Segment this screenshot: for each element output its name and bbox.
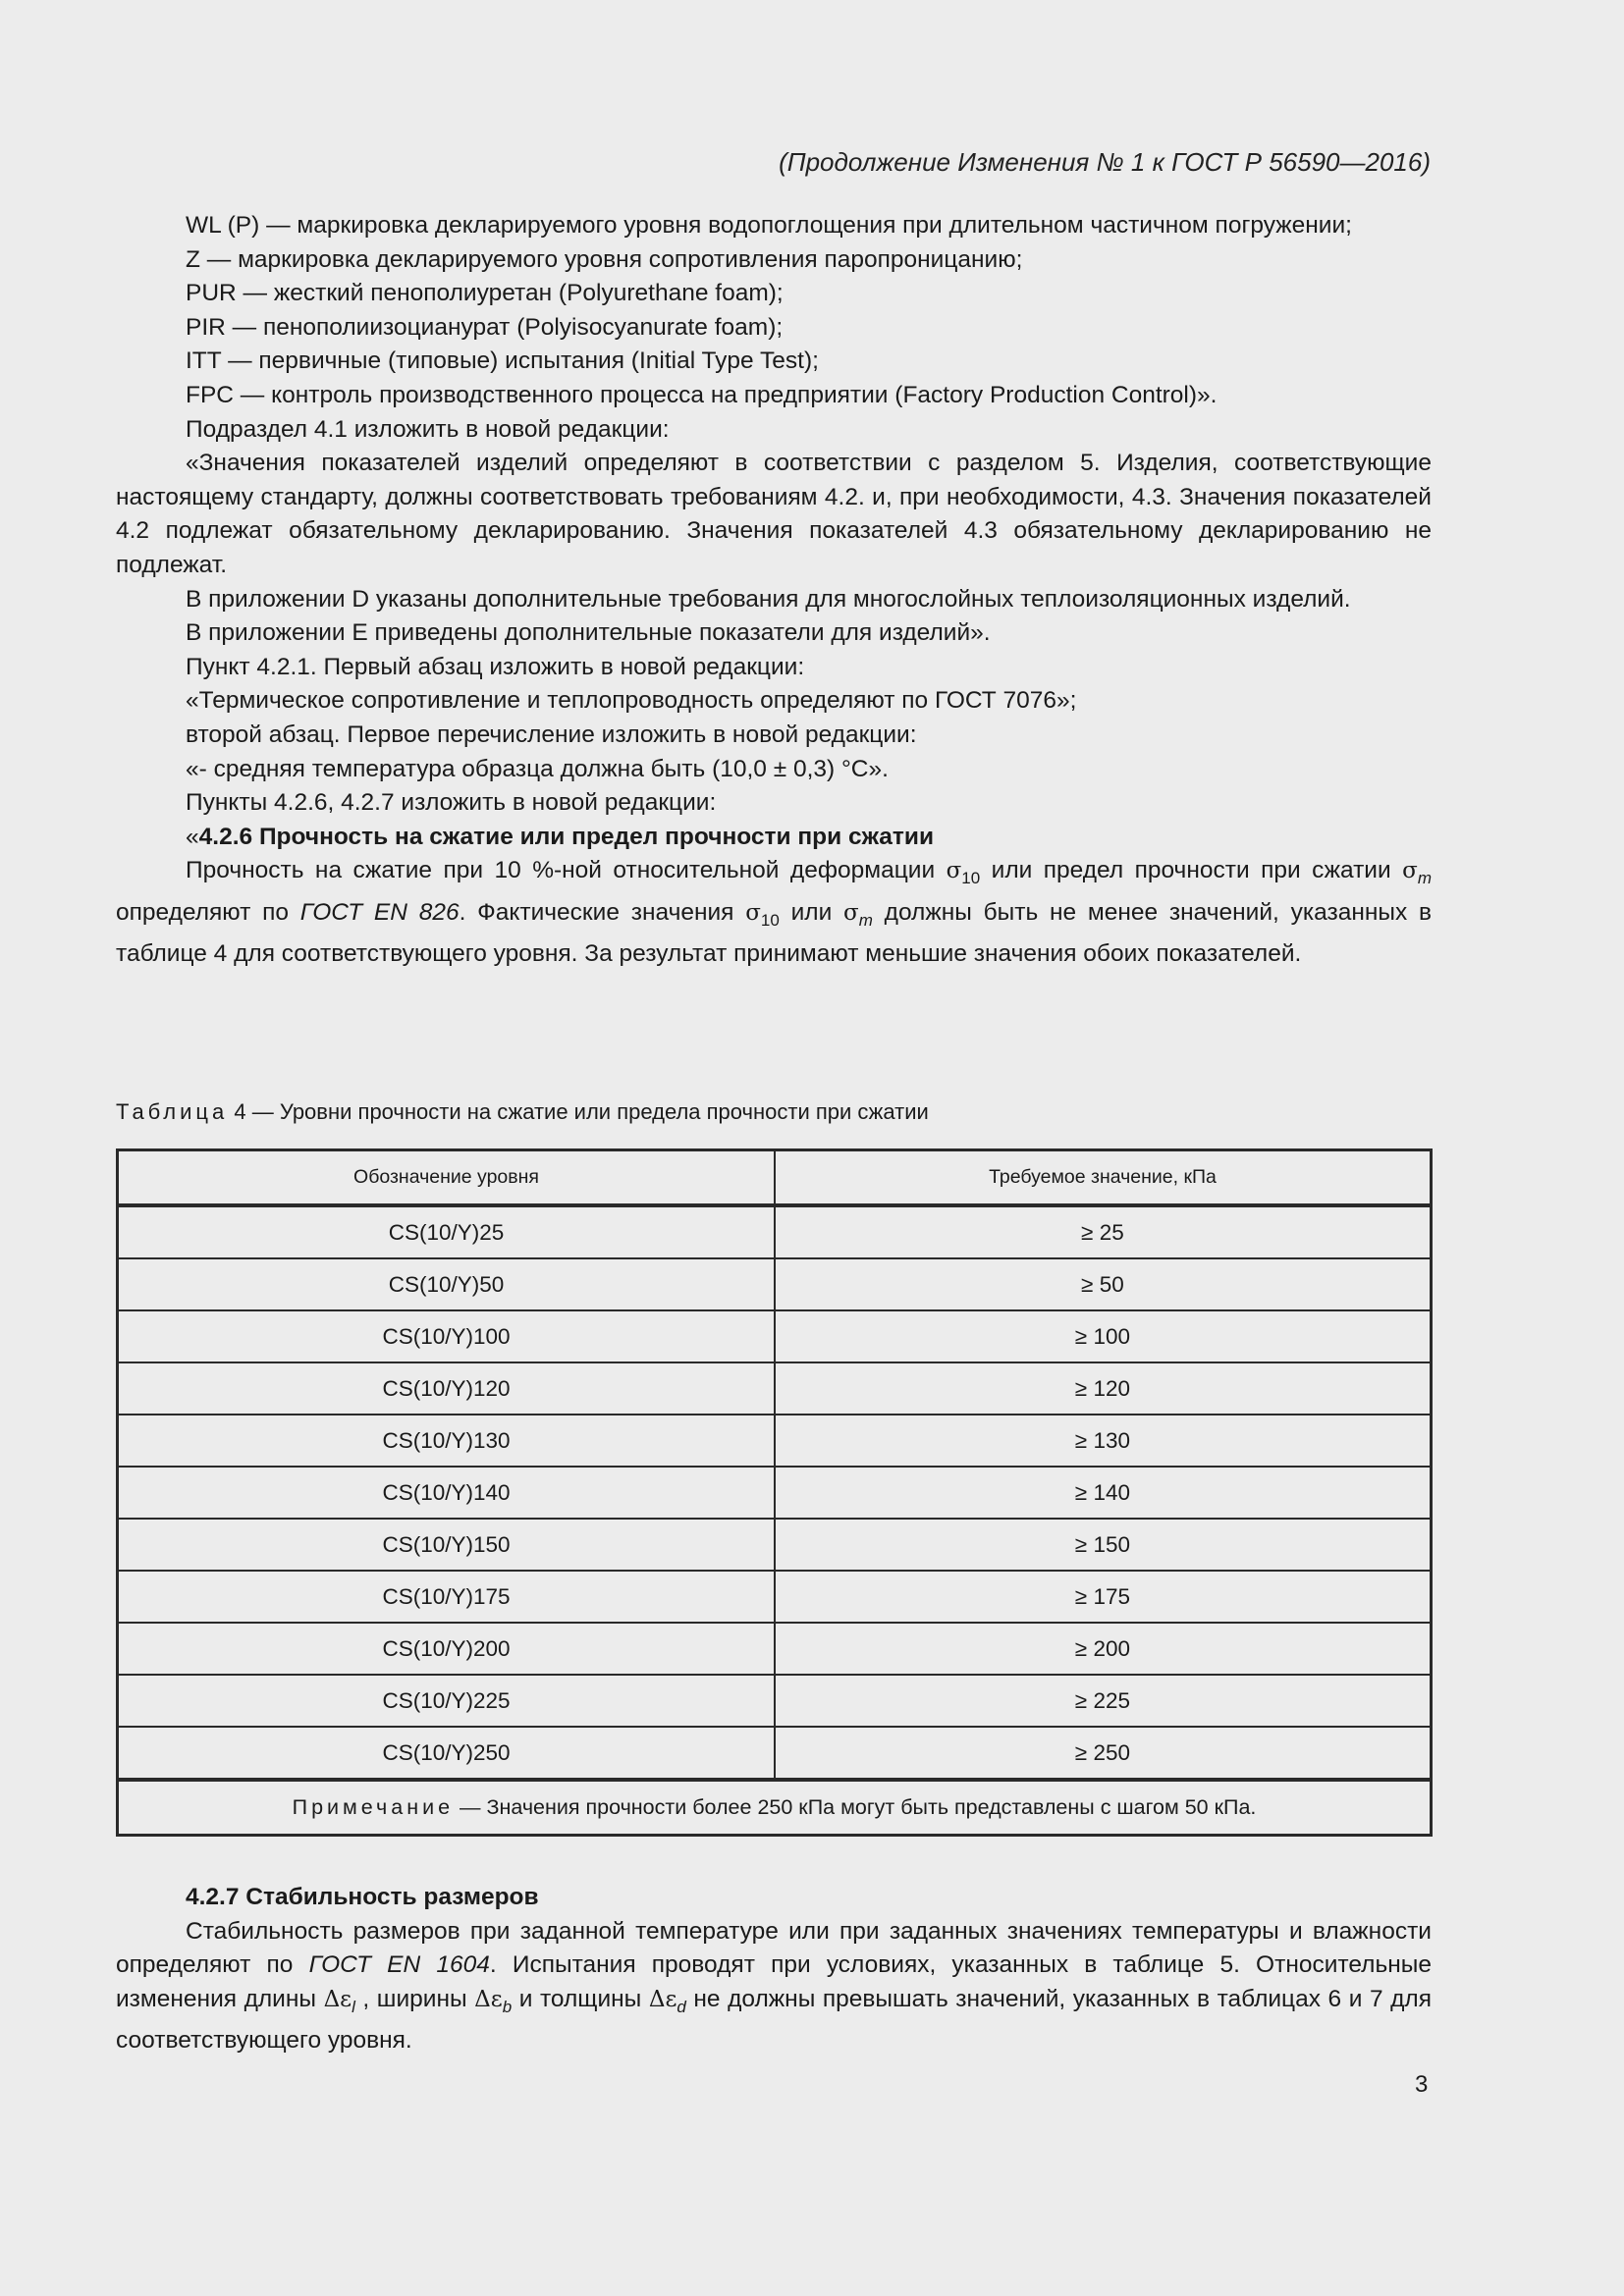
cell-level: CS(10/Y)140: [118, 1467, 776, 1519]
cell-value: ≥ 130: [775, 1415, 1432, 1467]
heading-4-2-7: 4.2.7 Стабильность размеров: [186, 1884, 539, 1910]
paragraph-thermal: «Термическое сопротивление и теплопроводность определяют по ГОСТ 7076»;: [186, 687, 1077, 715]
cell-value: ≥ 140: [775, 1467, 1432, 1519]
table-note-row: [118, 1780, 1432, 1836]
main-text: [116, 209, 1432, 972]
running-header: (Продолжение Изменения № 1 к ГОСТ Р 56590—2016): [779, 147, 1431, 177]
cell-level: CS(10/Y)100: [118, 1310, 776, 1362]
paragraph-annex-d: В приложении D указаны дополнительные требования для многослойных теплоизоляционных изделий.: [186, 585, 1351, 613]
table-row: [118, 1467, 1432, 1519]
section-4-2-7: [116, 1881, 1432, 2058]
cell-level: CS(10/Y)175: [118, 1571, 776, 1623]
table-caption: Таблица 4 — Уровни прочности на сжатие или предела прочности при сжатии: [116, 1099, 929, 1124]
paragraph-itt: ITT — первичные (типовые) испытания (Initial Type Test);: [186, 347, 819, 375]
column-header-value: Требуемое значение, кПа: [775, 1150, 1432, 1206]
cell-level: CS(10/Y)200: [118, 1623, 776, 1675]
cell-value: ≥ 150: [775, 1519, 1432, 1571]
paragraph-values: «Значения показателей изделий определяют в соответствии с разделом 5. Изделия, соответствующие настоящему стандарту, должны соответствовать требованиям 4.2. и, при необходимости, 4.3. Значения показателей 4.2 подлежат обязательному декларированию. Значения показателей 4.3 обязательному декларированию не подлежат.: [116, 450, 1432, 578]
cell-value: ≥ 100: [775, 1310, 1432, 1362]
cell-value: ≥ 250: [775, 1727, 1432, 1780]
cell-value: ≥ 200: [775, 1623, 1432, 1675]
cell-level: CS(10/Y)120: [118, 1362, 776, 1415]
paragraph-pur: PUR — жесткий пенополиуретан (Polyurethane foam);: [186, 280, 784, 307]
paragraph-wl: WL (P) — маркировка декларируемого уровня водопоглощения при длительном частичном погружении;: [186, 212, 1352, 239]
cell-value: ≥ 25: [775, 1205, 1432, 1258]
cell-value: ≥ 50: [775, 1258, 1432, 1310]
table-row: [118, 1415, 1432, 1467]
table-row: [118, 1571, 1432, 1623]
column-header-level: Обозначение уровня: [118, 1150, 776, 1206]
cell-level: CS(10/Y)130: [118, 1415, 776, 1467]
cell-level: CS(10/Y)150: [118, 1519, 776, 1571]
table-note: Примечание — Значения прочности более 250 кПа могут быть представлены с шагом 50 кПа.: [118, 1780, 1432, 1836]
paragraph-fpc: FPC — контроль производственного процесса на предприятии (Factory Production Control)».: [186, 381, 1218, 408]
cell-level: CS(10/Y)50: [118, 1258, 776, 1310]
paragraph-annex-e: В приложении E приведены дополнительные показатели для изделий».: [186, 619, 991, 647]
table-row: [118, 1727, 1432, 1780]
cell-value: ≥ 225: [775, 1675, 1432, 1727]
table-row: [118, 1362, 1432, 1415]
table-row: [118, 1675, 1432, 1727]
paragraph-items-4-2-6: Пункты 4.2.6, 4.2.7 изложить в новой редакции:: [186, 789, 717, 817]
paragraph-compressive: Прочность на сжатие при 10 %-ной относительной деформации $\sigma_{10}$ или предел прочности при сжатии $\sigma_m$ определяют по ГОСТ EN 826. Фактические значения $\sigma_{10}$ или $\sigma_m$ должны быть не менее значений, указанных в таблице 4 для соответствующего уровня. За результат принимают меньшие значения обоих показателей.: [116, 857, 1433, 968]
paragraph-pir: PIR — пенополиизоцианурат (Polyisocyanurate foam);: [186, 313, 784, 341]
page-number: 3: [1415, 2071, 1429, 2098]
table-row: [118, 1258, 1432, 1310]
table-row: [118, 1623, 1432, 1675]
cell-level: CS(10/Y)25: [118, 1205, 776, 1258]
cell-level: CS(10/Y)225: [118, 1675, 776, 1727]
heading-4-2-6: «4.2.6 Прочность на сжатие или предел прочности при сжатии: [186, 823, 935, 850]
paragraph-z: Z — маркировка декларируемого уровня сопротивления паропроницанию;: [186, 245, 1023, 273]
table-header-row: [118, 1150, 1432, 1206]
cell-value: ≥ 175: [775, 1571, 1432, 1623]
paragraph-item-4-2-1: Пункт 4.2.1. Первый абзац изложить в новой редакции:: [186, 653, 805, 680]
table-row: [118, 1519, 1432, 1571]
paragraph-second: второй абзац. Первое перечисление изложить в новой редакции:: [186, 721, 917, 748]
cell-level: CS(10/Y)250: [118, 1727, 776, 1780]
paragraph-temperature: «- средняя температура образца должна быть (10,0 ± 0,3) °С».: [186, 755, 889, 782]
paragraph-dimensional-stability: Стабильность размеров при заданной температуре или при заданных значениях температуры и влажности определяют по ГОСТ EN 1604. Испытания проводят при условиях, указанных в таблице 5. Относительные изменения длины $\Delta\varepsilon_l$ , ширины $\Delta\varepsilon_b$ и толщины $\Delta\varepsilon_d$ не должны превышать значений, указанных в таблицах 6 и 7 для соответствующего уровня.: [116, 1917, 1433, 2055]
table-row: [118, 1205, 1432, 1258]
cell-value: ≥ 120: [775, 1362, 1432, 1415]
table-row: [118, 1310, 1432, 1362]
paragraph-subsection-4-1: Подраздел 4.1 изложить в новой редакции:: [186, 415, 670, 443]
table-strength-levels: [116, 1148, 1433, 1837]
